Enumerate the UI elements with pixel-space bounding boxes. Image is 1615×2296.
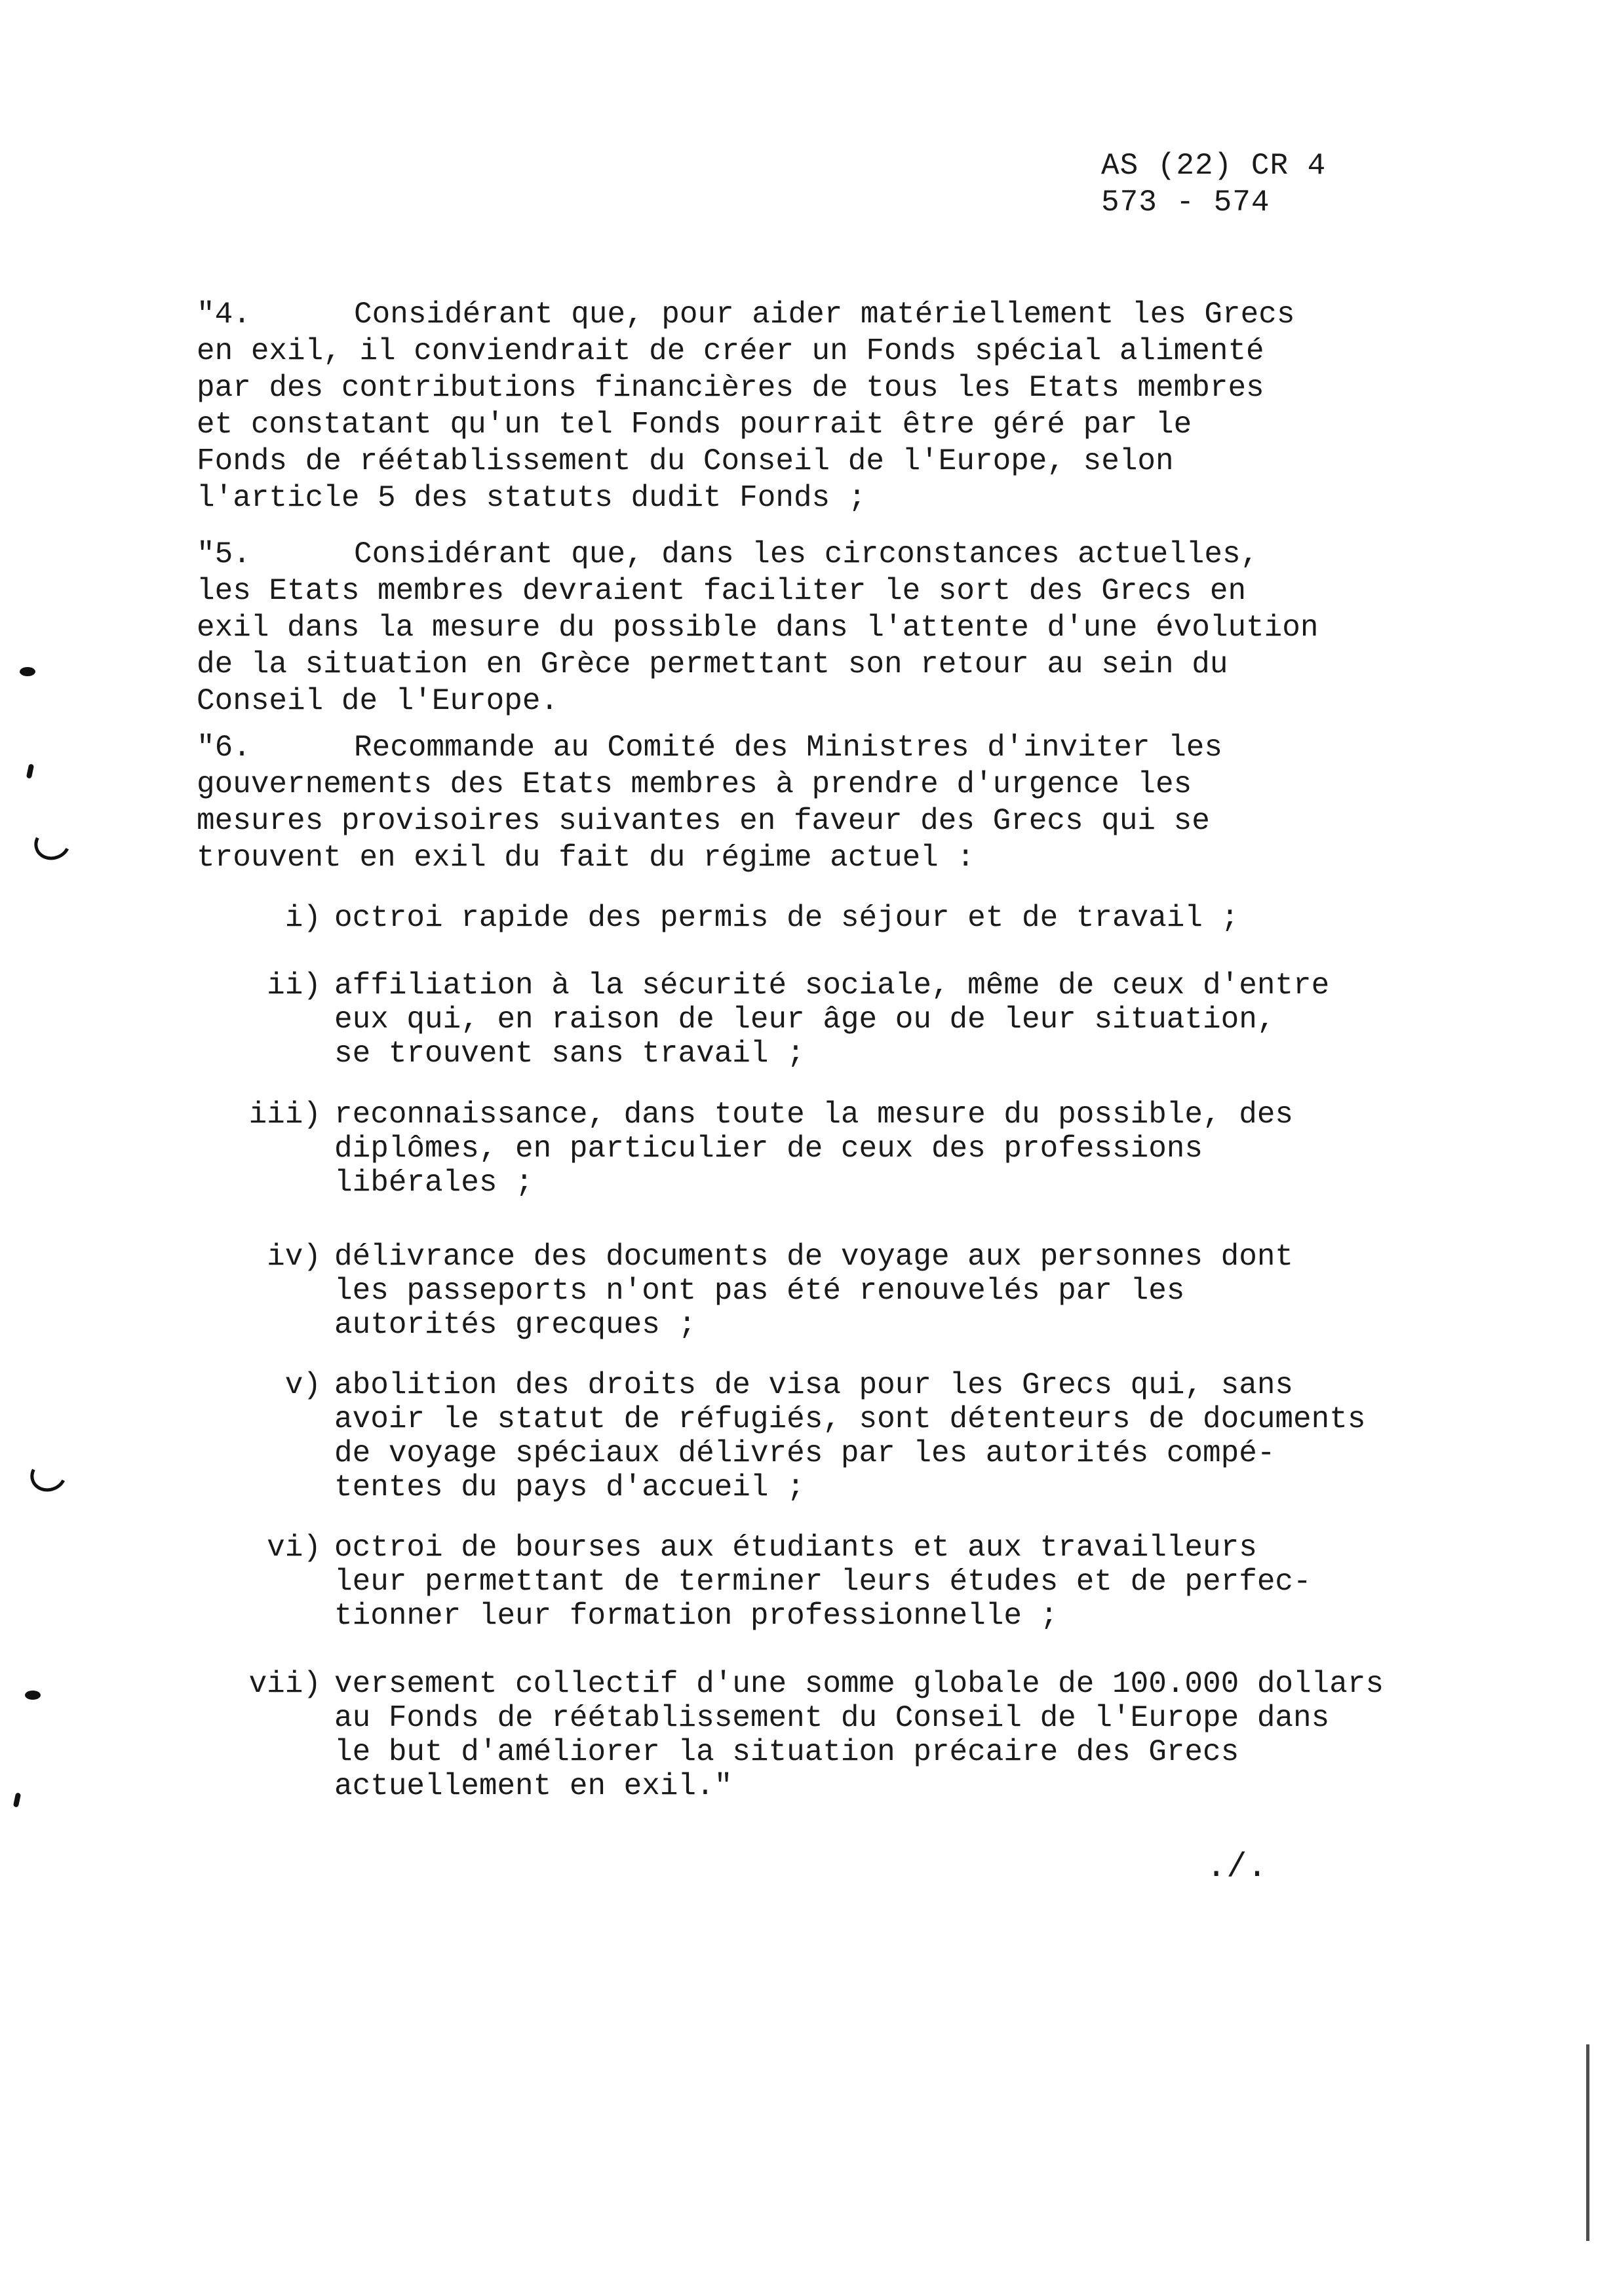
paragraph-line: par des contributions financières de tous les Etats membres [197, 371, 1264, 405]
margin-mark [20, 667, 35, 676]
list-item-label: iii) [248, 1098, 321, 1132]
paragraph-line: Fonds de réétablissement du Conseil de l'Europe, selon [197, 444, 1174, 478]
list-item-line: les passeports n'ont pas été renouvelés par les [334, 1274, 1185, 1308]
paragraph-line: Recommande au Comité des Ministres d'inviter les [354, 731, 1223, 765]
list-item-label: vi) [267, 1531, 321, 1565]
paragraph-line: Conseil de l'Europe. [197, 684, 559, 718]
paragraph-line: Considérant que, dans les circonstances actuelles, [354, 537, 1259, 571]
paragraph-line: de la situation en Grèce permettant son retour au sein du [197, 647, 1228, 681]
list-item-line: délivrance des documents de voyage aux personnes dont [334, 1240, 1294, 1274]
list-item-line: diplômes, en particulier de ceux des professions [334, 1132, 1203, 1166]
paragraph-line: exil dans la mesure du possible dans l'attente d'une évolution [197, 611, 1319, 645]
list-item-line: leur permettant de terminer leurs études et de perfec- [334, 1565, 1312, 1599]
reference-pages: 573 - 574 [1101, 185, 1270, 220]
paragraph-line: et constatant qu'un tel Fonds pourrait être géré par le [197, 408, 1192, 442]
reference-code: AS (22) CR 4 [1101, 149, 1327, 183]
paragraph-number: "6. [197, 731, 251, 765]
list-item-label: ii) [267, 968, 321, 1003]
list-item-line: autorités grecques ; [334, 1308, 697, 1342]
list-item-line: affiliation à la sécurité sociale, même de ceux d'entre [334, 968, 1330, 1003]
punch-hole-mark [26, 1453, 71, 1497]
paragraph-number: "4. [197, 297, 251, 332]
list-item-line: tionner leur formation professionnelle ; [334, 1599, 1059, 1633]
paragraph-5 [197, 536, 1442, 719]
list-item-line: octroi de bourses aux étudiants et aux travailleurs [334, 1531, 1257, 1565]
list-item-line: reconnaissance, dans toute la mesure du possible, des [334, 1098, 1294, 1132]
paragraph-6 [197, 729, 1442, 876]
margin-mark [13, 1792, 21, 1807]
paragraph-line: mesures provisoires suivantes en faveur des Grecs qui se [197, 804, 1210, 838]
paragraph-line: Considérant que, pour aider matériellement les Grecs [354, 297, 1295, 332]
margin-mark [26, 763, 34, 778]
list-item-line: avoir le statut de réfugiés, sont détenteurs de documents [334, 1402, 1366, 1436]
page-edge-mark [1586, 2044, 1589, 2241]
list-item-line: tentes du pays d'accueil ; [334, 1470, 805, 1504]
list-item-line: libérales ; [334, 1166, 534, 1200]
list-item-label: i) [284, 901, 321, 935]
list-item-label: vii) [248, 1667, 321, 1701]
paragraph-line: en exil, il conviendrait de créer un Fonds spécial alimenté [197, 334, 1264, 368]
list-item-line: eux qui, en raison de leur âge ou de leur situation, [334, 1003, 1275, 1037]
list-item-line: abolition des droits de visa pour les Grecs qui, sans [334, 1368, 1294, 1402]
list-item-line: octroi rapide des permis de séjour et de travail ; [334, 901, 1239, 935]
list-item-line: de voyage spéciaux délivrés par les autorités compé- [334, 1436, 1275, 1470]
margin-mark [25, 1691, 41, 1700]
list-item-line: au Fonds de réétablissement du Conseil de l'Europe dans [334, 1701, 1330, 1735]
list-item-line: versement collectif d'une somme globale de 100.000 dollars [334, 1667, 1384, 1701]
punch-hole-mark [29, 822, 75, 865]
paragraph-line: trouvent en exil du fait du régime actuel : [197, 841, 975, 875]
paragraph-number: "5. [197, 537, 251, 571]
list-item-line: actuellement en exil." [334, 1769, 733, 1803]
paragraph-4 [197, 296, 1442, 516]
paragraph-line: l'article 5 des statuts dudit Fonds ; [197, 481, 866, 515]
continuation-mark: ./. [1206, 1848, 1268, 1886]
document-reference [1101, 147, 1326, 221]
paragraph-line: les Etats membres devraient faciliter le sort des Grecs en [197, 574, 1247, 608]
list-item-label: v) [284, 1368, 321, 1402]
paragraph-line: gouvernements des Etats membres à prendre d'urgence les [197, 767, 1192, 801]
list-item-line: le but d'améliorer la situation précaire des Grecs [334, 1735, 1239, 1769]
list-item-label: iv) [267, 1240, 321, 1274]
list-item-line: se trouvent sans travail ; [334, 1037, 805, 1071]
